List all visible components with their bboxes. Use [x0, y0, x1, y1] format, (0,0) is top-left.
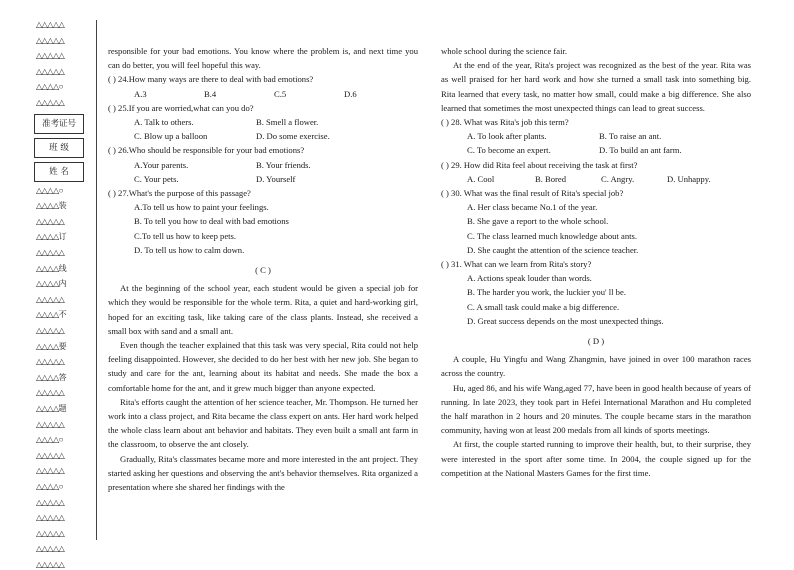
margin-triangle-row: △△△△△ [36, 98, 65, 107]
margin-triangle-row: △△△△要 [36, 341, 67, 351]
margin-triangle-row: △△△△△ [36, 544, 65, 554]
option: A. Talk to others. [134, 117, 194, 128]
question-28-options [467, 143, 751, 157]
margin-triangle-row: △△△△装 [36, 201, 67, 211]
question-26-options [134, 158, 418, 172]
margin-field-1: 班 级 [34, 138, 84, 158]
option: D. To tell us how to calm down. [134, 244, 245, 255]
margin-triangle-row: △△△△○ [36, 435, 63, 445]
passage-paragraph: Rita's efforts caught the attention of her science teacher, Mr. Thompson. He turned her work into a class project, and Rita became the class expert on ants. Her hard work helped the whole class learn about ant behavior and habitats. They even built a small ant farm in the classroom, to observe the ant closely. [108, 396, 418, 450]
option: A.To tell us how to paint your feelings. [134, 202, 269, 213]
margin-triangle-row: △△△△△ [36, 528, 65, 538]
option: C. The class learned much knowledge about ants. [467, 230, 637, 241]
option: D. She caught the attention of the science teacher. [467, 244, 639, 255]
margin-triangle-row: △△△△内 [36, 279, 67, 289]
option: C. Angry. [601, 173, 635, 184]
question-29-options [467, 172, 751, 186]
passage-paragraph: whole school during the science fair. [441, 46, 568, 56]
question-31: ( ) 31. What can we learn from Rita's story? [441, 259, 592, 270]
question-25-options [134, 115, 418, 129]
question-28: ( ) 28. What was Rita's job this term? [441, 117, 569, 128]
passage-paragraph: A couple, Hu Yingfu and Wang Zhangmin, have joined in over 100 marathon races across the country. [441, 354, 751, 379]
passage-paragraph: Gradually, Rita's classmates became more and more interested in the ant project. They started asking her questions and observing the ant's behavior themselves. Rita organized a presentation where she shared her findings with the [108, 453, 418, 493]
option: A. To look after plants. [467, 131, 547, 142]
margin-field-0: 准考证号 [34, 114, 84, 134]
option: A.3 [134, 88, 147, 99]
margin-triangle-row: △△△△线 [36, 263, 67, 273]
option: B. To tell you how to deal with bad emotions [134, 216, 289, 227]
margin-triangle-row: △△△△△ [36, 357, 65, 367]
question-28-options [467, 129, 751, 143]
margin-triangle-row: △△△△题 [36, 404, 67, 413]
margin-triangle-row: △△△△订 [36, 232, 67, 242]
option: B.4 [204, 88, 217, 99]
margin-triangle-row: △△△△○ [36, 185, 63, 195]
passage-paragraph: At the beginning of the school year, each student would be given a special job for which they would be responsible for the whole term. Rita, a quiet and hard-working girl, hoped for an exciting task, like taking care of the class plants. Instead, she received a small box with sand and a small ant. [108, 283, 418, 336]
option: B. Your friends. [256, 159, 311, 170]
passage-b-ending: responsible for your bad emotions. You know where the problem is, and next time you can do better, you will feel hopeful this way. [108, 46, 418, 71]
question-30: ( ) 30. What was the final result of Rita's special job? [441, 188, 624, 199]
option: A. Cool [467, 173, 495, 184]
question-25: ( ) 25.If you are worried,what can you do? [108, 102, 254, 113]
question-29: ( ) 29. How did Rita feel about receiving the task at first? [441, 159, 638, 170]
question-25-options [134, 129, 418, 143]
margin-triangle-row: △△△△△ [36, 51, 65, 61]
margin-triangle-row: △△△△△ [36, 216, 65, 226]
option: B. She gave a report to the whole school. [467, 216, 609, 227]
binding-margin [30, 20, 90, 569]
option: B. Smell a flower. [256, 117, 319, 128]
option: B. Bored [535, 173, 567, 184]
margin-triangle-row: △△△△△ [36, 326, 65, 335]
question-24-options [134, 87, 418, 101]
question-24: ( ) 24.How many ways are there to deal with bad emotions? [108, 74, 314, 85]
question-27: ( ) 27.What's the purpose of this passage? [108, 188, 251, 199]
section-d-heading: ( D ) [587, 336, 605, 347]
margin-triangle-row: △△△△△ [36, 248, 65, 257]
margin-triangle-row: △△△△△ [36, 560, 65, 569]
option: C. A small task could make a big difference. [467, 301, 620, 312]
margin-triangle-row: △△△△△ [36, 66, 65, 76]
option: D. Do some exercise. [256, 131, 330, 142]
passage-paragraph: At the end of the year, Rita's project was recognized as the best of the year. Rita was as well praised for her hard work and how she turned a small task into something big. Rita learned that every task, no matter how small, could make a big difference. She also learned that sometimes the most unexpected things can lead to great success. [441, 60, 751, 113]
margin-triangle-row: △△△△○ [36, 482, 63, 491]
option: B. To raise an ant. [599, 131, 662, 142]
option: D. To build an ant farm. [599, 145, 682, 156]
passage-paragraph: Even though the teacher explained that this task was very special, Rita could not help feeling disappointed. However, she decided to do her best with her new job. She began to study and care for the ant, learning about its habitat and needs. She made the box a comfortable home for the ant, and it grew much bigger than anyone expected. [108, 340, 418, 393]
margin-triangle-row: △△△△○ [36, 82, 63, 92]
option: A. Actions speak louder than words. [467, 273, 592, 284]
option: A.Your parents. [134, 159, 189, 170]
margin-triangle-row: △△△△△ [36, 294, 65, 304]
margin-triangle-row: △△△△△ [36, 513, 65, 523]
passage-paragraph: At first, the couple started running to improve their health, but, to their surprise, they were interested in the sport after some time. In 2004, the couple signed up for the competition at the National Masters Games for the first time. [441, 439, 751, 478]
option: B. The harder you work, the luckier you' ll be. [467, 287, 626, 298]
margin-field-2: 姓 名 [34, 162, 84, 182]
margin-triangle-row: △△△△答 [36, 372, 67, 382]
margin-triangle-row: △△△△△ [36, 20, 65, 29]
option: C.5 [274, 88, 287, 99]
margin-triangle-row: △△△△△ [36, 450, 65, 460]
margin-triangle-row: △△△△不 [36, 310, 67, 320]
option: C.To tell us how to keep pets. [134, 230, 237, 241]
margin-triangle-row: △△△△△ [36, 466, 65, 476]
section-c-heading: ( C ) [255, 265, 271, 276]
option: D. Great success depends on the most unexpected things. [467, 315, 664, 326]
margin-triangle-row: △△△△△ [36, 497, 65, 507]
option: C. Blow up a balloon [134, 131, 208, 142]
passage-paragraph: Hu, aged 86, and his wife Wang,aged 77, have been in good health because of years of running. In late 2023, they took part in Hefei International Marathon and Hu completed the half marathon in 2 hours and 20 minutes. The couple became stars in the marathon community, having won at least 200 medals from all kinds of sports meetings. [441, 382, 751, 436]
left-column [108, 44, 418, 494]
option: D.6 [344, 88, 357, 99]
option: A. Her class became No.1 of the year. [467, 202, 598, 213]
margin-triangle-row: △△△△△ [36, 35, 65, 45]
right-column [441, 44, 751, 480]
margin-triangle-row: △△△△△ [36, 388, 65, 398]
option: C. Your pets. [134, 173, 179, 184]
option: C. To become an expert. [467, 145, 551, 156]
margin-triangle-row: △△△△△ [36, 419, 65, 429]
question-26-options [134, 172, 418, 186]
option: D. Yourself [256, 173, 296, 184]
binding-line [96, 20, 97, 540]
option: D. Unhappy. [667, 173, 711, 184]
question-26: ( ) 26.Who should be responsible for your bad emotions? [108, 145, 305, 156]
